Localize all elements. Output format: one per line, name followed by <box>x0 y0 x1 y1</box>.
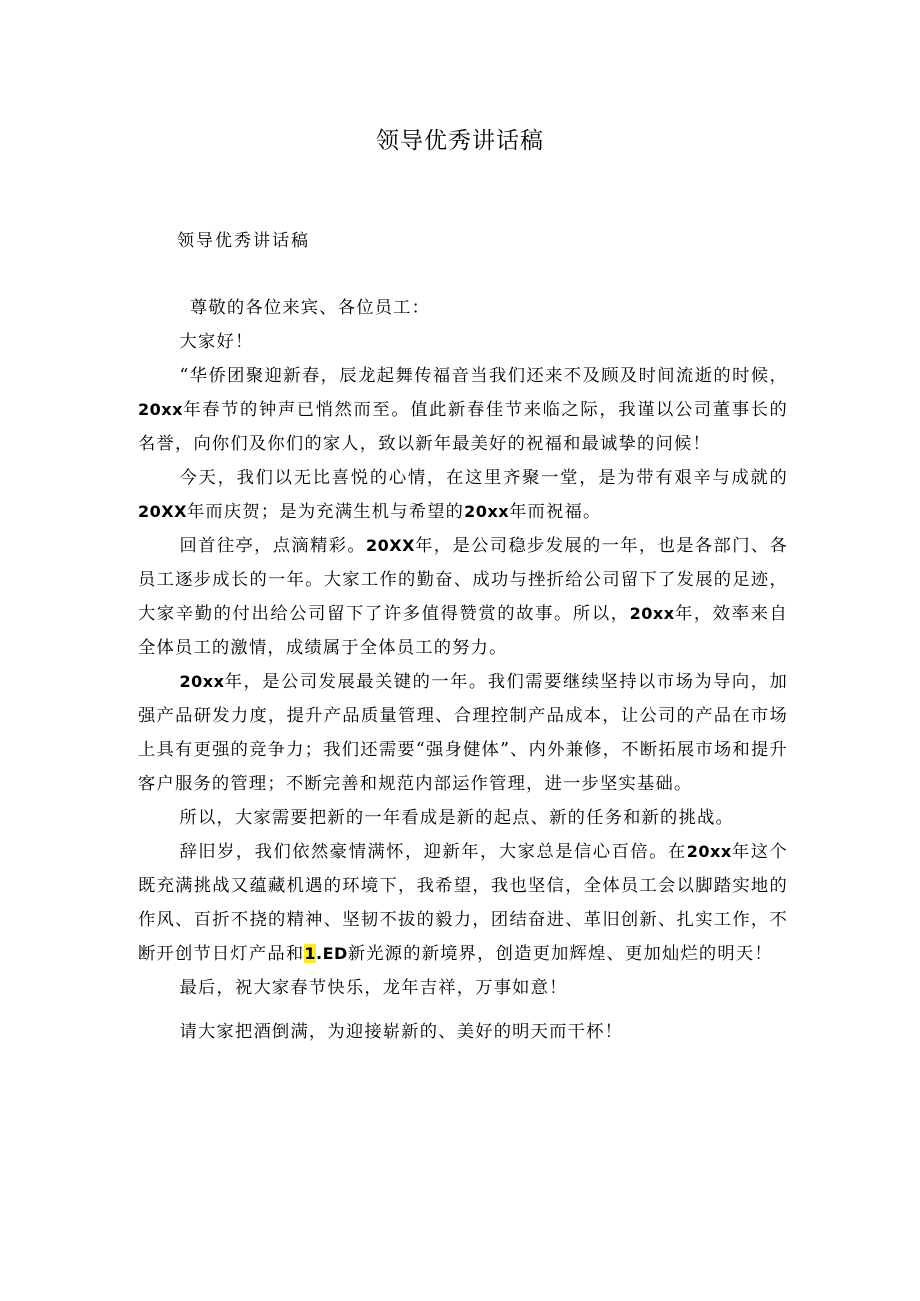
paragraph-8: 请大家把酒倒满，为迎接崭新的、美好的明天而干杯！ <box>179 1022 624 1042</box>
document-title: 领导优秀讲话稿 <box>376 128 544 154</box>
document-body <box>138 291 788 1049</box>
year-text: 20xx <box>138 400 183 419</box>
paragraph-6-text-a: 辞旧岁，我们依然豪情满怀，迎新年，大家总是信心百倍。在 <box>179 842 687 862</box>
paragraph-1-text-a: “华侨团聚迎新春，辰龙起舞传福音当我们还来不及顾及时间流逝的时候， <box>179 366 788 386</box>
salutation: 尊敬的各位来宾、各位员工： <box>189 298 431 318</box>
paragraph-1-text-b: 年春节的钟声已悄然而至。值此新春佳节来临之际，我谨以公司董事长的名誉，向你们及你们的家人，致以新年最美好的祝福和最诚挚的问候！ <box>138 400 788 454</box>
paragraph-2-text-b: 年而庆贺；是为充满生机与希望的 <box>186 502 465 522</box>
paragraph-4-text-a: 年，是公司发展最关键的一年。我们需要继续坚持以市场为导向，加强产品研发力度，提升产品质量管理、合理控制产品成本，让公司的产品在市场上具有更强的竞争力；我们还需要“强身健体”、内外兼修，不断拓展市场和提升客户服务的管理；不断完善和规范内部运作管理，进一步坚实基础。 <box>138 672 788 794</box>
paragraph-2-text-a: 今天，我们以无比喜悦的心情，在这里齐聚一堂，是为带有艰辛与成就的 <box>179 468 788 488</box>
led-text: .ED <box>315 944 348 963</box>
year-text: 20xx <box>629 604 675 623</box>
paragraph-3-text-a: 回首往亭，点滴精彩。 <box>179 536 367 556</box>
paragraph-5: 所以，大家需要把新的一年看成是新的起点、新的任务和新的挑战。 <box>179 808 734 828</box>
year-text: 20xx <box>179 672 225 691</box>
year-text: 20xx <box>464 502 510 521</box>
year-text: 20xx <box>686 842 732 861</box>
paragraph-3 <box>138 529 788 665</box>
year-text: 20XX <box>366 536 415 555</box>
paragraph-2-text-c: 年而祝福。 <box>509 502 602 522</box>
paragraph-2 <box>138 461 788 529</box>
paragraph-3-text-c: 年，效率来自全体员工的激情，成绩属于全体员工的努力。 <box>138 604 789 658</box>
paragraph-7: 最后，祝大家春节快乐，龙年吉祥，万事如意！ <box>179 978 568 998</box>
paragraph-6-text-c: 新光源的新境界，创造更加辉煌、更加灿烂的明天！ <box>347 944 773 964</box>
paragraph-3-text-b: 年，是公司稳步发展的一年，也是各部门、各员工逐步成长的一年。大家工作的勤奋、成功与挫折给公司留下了发展的足迹，大家辛勤的付出给公司留下了许多值得赞赏的故事。所以， <box>138 536 788 624</box>
paragraph-1 <box>138 359 788 461</box>
paragraph-6 <box>138 835 788 971</box>
paragraph-6-text-b: 年这个既充满挑战又蕴藏机遇的环境下，我希望，我也坚信，全体员工会以脚踏实地的作风、百折不挠的精神、坚韧不拔的毅力，团结奋进、革旧创新、扎实工作，不断开创节日灯产品和 <box>138 842 788 964</box>
year-text: 20XX <box>138 502 187 521</box>
greeting: 大家好！ <box>179 332 254 352</box>
highlighted-text: 1 <box>304 944 316 963</box>
document-subtitle: 领导优秀讲话稿 <box>177 231 310 251</box>
paragraph-4 <box>138 665 788 801</box>
